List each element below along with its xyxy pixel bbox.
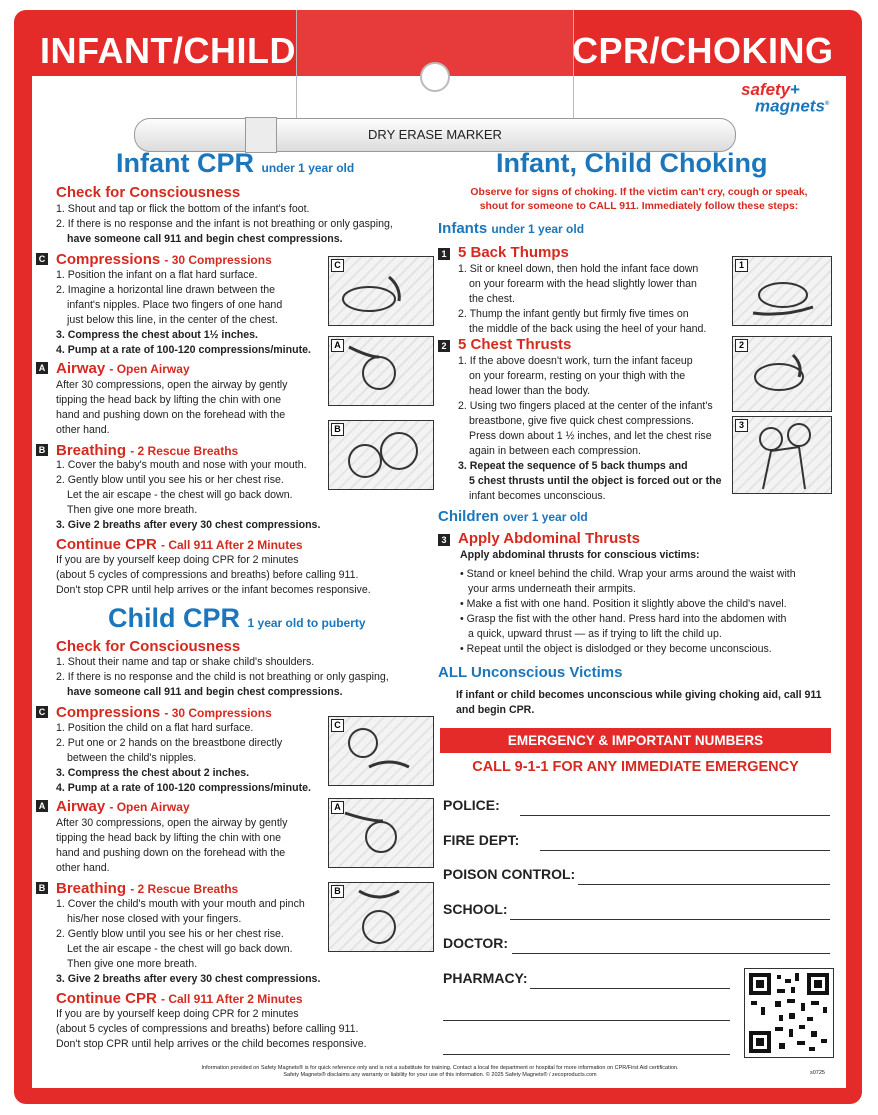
section-sub: - Call 911 After 2 Minutes [161, 992, 303, 1006]
fire-dept-field-label: FIRE DEPT: [443, 832, 520, 848]
text-line: other hand. [56, 424, 110, 436]
illustration-sketch [329, 257, 433, 325]
text-line: breastbone, give five quick chest compressions. [469, 415, 694, 427]
infant-continue-text [56, 553, 371, 598]
text-line: the middle of the back using the heel of your hand. [469, 323, 707, 335]
qr-code-pattern [745, 969, 833, 1057]
text-line: 1. Sit or kneel down, then hold the infant face down [458, 263, 699, 275]
text-line: 2. If there is no response and the infant is not breathing or only gasping, [56, 218, 393, 230]
text-line: have someone call 911 and begin chest compressions. [67, 686, 343, 698]
abdominal-title: Apply Abdominal Thrusts [458, 530, 640, 547]
abdominal-thrust-illustration [732, 416, 832, 494]
text-line: If you are by yourself keep doing CPR for 2 minutes [56, 554, 299, 566]
text-line: other hand. [56, 862, 110, 874]
marker-label: DRY ERASE MARKER [368, 127, 502, 142]
text-line: (about 5 cycles of compressions and breaths) before calling 911. [56, 1023, 359, 1035]
text-line: 3. Compress the chest about 2 inches. [56, 767, 250, 779]
text-line: hand and pushing down on the forehead with the [56, 409, 286, 421]
text-line: If infant or child becomes unconscious while giving choking aid, call 911 [456, 689, 822, 701]
section-sub: - Open Airway [109, 362, 190, 376]
section-sub: under 1 year old [491, 222, 585, 236]
unconscious-text [456, 688, 822, 718]
choking-title: Infant, Child Choking [496, 148, 768, 178]
child-continue-text [56, 1007, 367, 1052]
infant-cpr-age: under 1 year old [261, 161, 355, 175]
child-compression-illustration [328, 716, 434, 786]
chest-thrusts-title: 5 Chest Thrusts [458, 336, 572, 353]
section-title: Infants [438, 220, 488, 237]
section-title: Airway [56, 798, 106, 815]
child-breathing-title [56, 880, 238, 897]
text-line: a quick, upward thrust — as if trying to lift the child up. [468, 628, 722, 640]
back-thumps-text [458, 262, 706, 337]
infant-breathing-illustration [328, 420, 434, 490]
image-tag: A [331, 339, 344, 352]
text-line: 4. Pump at a rate of 100-120 compressions/minute. [56, 344, 311, 356]
badge-a: A [36, 800, 48, 812]
text-line: between the child's nipples. [67, 752, 197, 764]
text-line: 1. Cover the child's mouth with your mouth and pinch [56, 898, 305, 910]
image-tag: 3 [735, 419, 748, 432]
text-line: Observe for signs of choking. If the victim can't cry, cough or speak, [470, 187, 808, 198]
section-sub: - 2 Rescue Breaths [130, 882, 239, 896]
call-911-text: CALL 9-1-1 FOR ANY IMMEDIATE EMERGENCY [472, 759, 799, 775]
police-write-line[interactable] [520, 815, 830, 816]
illustration-sketch [329, 883, 433, 951]
image-tag: A [331, 801, 344, 814]
text-line: infant becomes unconscious. [469, 490, 606, 502]
school-field-label: SCHOOL: [443, 901, 508, 917]
text-line: 2. Gently blow until you see his or her chest rise. [56, 928, 284, 940]
infant-cpr-title [116, 148, 354, 179]
footer-disclaimer-2: Safety Magnets® disclaims any warranty or liability for your use of this information. © 2025 Safety Magnets® / zecoproducts.com [283, 1072, 597, 1078]
text-line: • Stand or kneel behind the child. Wrap your arms around the waist with [460, 568, 796, 580]
abdominal-intro: Apply abdominal thrusts for conscious victims: [460, 549, 700, 561]
image-tag: B [331, 885, 344, 898]
image-tag: C [331, 719, 344, 732]
text-line: your arms underneath their armpits. [468, 583, 636, 595]
text-line: Then give one more breath. [67, 504, 198, 516]
text-line: • Repeat until the object is dislodged or they become unconscious. [460, 643, 772, 655]
text-line: 2. Gently blow until you see his or her chest rise. [56, 474, 284, 486]
section-sub: - 30 Compressions [164, 706, 272, 720]
child-check-text [56, 655, 389, 700]
infant-breathing-title [56, 442, 238, 459]
child-cpr-age: 1 year old to puberty [247, 616, 366, 630]
text-line: 3. Give 2 breaths after every 30 chest compressions. [56, 973, 321, 985]
infants-heading [438, 220, 584, 237]
text-line: hand and pushing down on the forehead with the [56, 847, 286, 859]
poison-control-write-line[interactable] [578, 884, 830, 885]
image-tag: C [331, 259, 344, 272]
text-line: Then give one more breath. [67, 958, 198, 970]
illustration-sketch [329, 717, 433, 785]
child-compressions-title [56, 704, 272, 721]
section-sub: - Open Airway [109, 800, 190, 814]
section-title: Compressions [56, 704, 161, 721]
section-title: Airway [56, 360, 106, 377]
text-line: 1. Position the child on a flat hard surface. [56, 722, 254, 734]
text-line: Don't stop CPR until help arrives or the infant becomes responsive. [56, 584, 371, 596]
text-line: 1. Position the infant on a flat hard surface. [56, 269, 258, 281]
text-line: shout for someone to CALL 911. Immediately follow these steps: [479, 201, 799, 212]
badge-b: B [36, 882, 48, 894]
section-sub: - 30 Compressions [164, 253, 272, 267]
pharmacy-write-line[interactable] [530, 988, 730, 989]
badge-b: B [36, 444, 48, 456]
infant-compressions-text [56, 268, 311, 358]
extra-write-line[interactable] [443, 1054, 730, 1055]
text-line: After 30 compressions, open the airway by gently [56, 379, 288, 391]
text-line: 5 chest thrusts until the object is forced out or the [469, 475, 722, 487]
section-title: Continue CPR [56, 990, 157, 1007]
child-cpr-title [108, 603, 366, 634]
illustration-sketch [733, 417, 831, 493]
header-right-title: CPR/CHOKING [572, 30, 834, 71]
extra-write-line[interactable] [443, 1020, 730, 1021]
child-breathing-text [56, 897, 320, 987]
illustration-sketch [733, 337, 831, 411]
header-left-title: INFANT/CHILD [40, 30, 296, 71]
image-tag: 1 [735, 259, 748, 272]
text-line: • Make a fist with one hand. Position it slightly above the child's navel. [460, 598, 787, 610]
doctor-write-line[interactable] [512, 953, 830, 954]
text-line: 1. Shout their name and tap or shake child's shoulders. [56, 656, 315, 668]
logo-reg: ® [824, 101, 830, 107]
text-line: just below this line, in the center of the chest. [67, 314, 278, 326]
school-write-line[interactable] [510, 919, 830, 920]
text-line: 2. If there is no response and the child is not breathing or only gasping, [56, 671, 389, 683]
dry-erase-marker[interactable] [134, 118, 736, 152]
poison-control-field-label: POISON CONTROL: [443, 866, 576, 882]
child-compressions-text [56, 721, 311, 796]
logo-line2: magnets [755, 96, 825, 116]
text-line: 1. Shout and tap or flick the bottom of the infant's foot. [56, 203, 310, 215]
text-line: Don't stop CPR until help arrives or the child becomes responsive. [56, 1038, 367, 1050]
brand-logo [741, 82, 829, 114]
back-thumps-title: 5 Back Thumps [458, 244, 569, 261]
image-tag: B [331, 423, 344, 436]
text-line: his/her nose closed with your fingers. [67, 913, 242, 925]
text-line: 4. Pump at a rate of 100-120 compressions/minute. [56, 782, 311, 794]
badge-c: C [36, 706, 48, 718]
text-line: Let the air escape - the chest will go back down. [67, 489, 293, 501]
pharmacy-field-label: PHARMACY: [443, 970, 528, 986]
infant-check-text [56, 202, 393, 247]
infant-cpr-title-text: Infant CPR [116, 148, 254, 178]
illustration-sketch [329, 799, 433, 867]
badge-3: 3 [438, 534, 450, 546]
child-continue-title [56, 990, 303, 1007]
badge-c: C [36, 253, 48, 265]
back-thumps-illustration [732, 256, 832, 326]
infant-airway-text [56, 378, 287, 438]
text-line: have someone call 911 and begin chest compressions. [67, 233, 343, 245]
chest-thrusts-illustration [732, 336, 832, 412]
text-line: 2. Using two fingers placed at the center of the infant's [458, 400, 713, 412]
choking-intro [444, 186, 834, 214]
logo-line1: safety [741, 80, 791, 99]
text-line: 2. Put one or 2 hands on the breastbone directly [56, 737, 283, 749]
badge-2: 2 [438, 340, 450, 352]
text-line: 3. Compress the chest about 1½ inches. [56, 329, 258, 341]
infant-compression-illustration [328, 256, 434, 326]
badge-1: 1 [438, 248, 450, 260]
text-line: 1. Cover the baby's mouth and nose with your mouth. [56, 459, 307, 471]
section-sub: - 2 Rescue Breaths [130, 444, 239, 458]
text-line: on your forearm with the head slightly lower than [469, 278, 697, 290]
children-heading [438, 508, 588, 525]
child-check-title: Check for Consciousness [56, 638, 241, 655]
text-line: 1. If the above doesn't work, turn the infant faceup [458, 355, 693, 367]
child-airway-title [56, 798, 190, 815]
infant-compressions-title [56, 251, 272, 268]
section-title: Children [438, 508, 499, 525]
qr-code[interactable] [744, 968, 834, 1058]
infant-breathing-text [56, 458, 320, 533]
child-cpr-title-text: Child CPR [108, 603, 240, 633]
text-line: the chest. [469, 293, 515, 305]
text-line: again in between each compression. [469, 445, 641, 457]
text-line: If you are by yourself keep doing CPR for 2 minutes [56, 1008, 299, 1020]
section-title: Continue CPR [56, 536, 157, 553]
section-title: Breathing [56, 880, 127, 897]
illustration-sketch [329, 421, 433, 489]
text-line: and begin CPR. [456, 704, 535, 716]
text-line: (about 5 cycles of compressions and breaths) before calling 911. [56, 569, 359, 581]
footer-disclaimer-1: Information provided on Safety Magnets® is for quick reference only and is not a substitute for training. Contact a local fire department or hospital for more information on CPR/First Aid certification. [201, 1065, 679, 1071]
text-line: 3. Give 2 breaths after every 30 chest compressions. [56, 519, 321, 531]
text-line: head lower than the body. [469, 385, 591, 397]
infant-airway-title [56, 360, 190, 377]
doctor-field-label: DOCTOR: [443, 935, 509, 951]
emergency-bar: EMERGENCY & IMPORTANT NUMBERS [440, 728, 831, 753]
infant-continue-title [56, 536, 303, 553]
text-line: After 30 compressions, open the airway by gently [56, 817, 288, 829]
unconscious-heading: ALL Unconscious Victims [438, 664, 623, 681]
section-sub: - Call 911 After 2 Minutes [161, 538, 303, 552]
image-tag: 2 [735, 339, 748, 352]
illustration-sketch [733, 257, 831, 325]
hanging-hole [420, 62, 450, 92]
text-line: 3. Repeat the sequence of 5 back thumps and [458, 460, 688, 472]
text-line: 2. Imagine a horizontal line drawn between the [56, 284, 276, 296]
text-line: • Grasp the fist with the other hand. Press hard into the abdomen with [460, 613, 787, 625]
illustration-sketch [329, 337, 433, 405]
plus-icon: + [790, 80, 801, 99]
child-airway-illustration [328, 798, 434, 868]
abdominal-text [460, 567, 796, 657]
badge-a: A [36, 362, 48, 374]
text-line: tipping the head back by lifting the chin with one [56, 832, 281, 844]
infant-check-title: Check for Consciousness [56, 184, 241, 201]
text-line: Let the air escape - the chest will go back down. [67, 943, 293, 955]
text-line: Press down about 1 ½ inches, and let the chest rise [469, 430, 712, 442]
section-title: Breathing [56, 442, 127, 459]
text-line: on your forearm, resting on your thigh with the [469, 370, 686, 382]
fire-dept-write-line[interactable] [540, 850, 830, 851]
section-title: Compressions [56, 251, 161, 268]
child-breathing-illustration [328, 882, 434, 952]
police-field-label: POLICE: [443, 797, 500, 813]
chest-thrusts-text [458, 354, 722, 504]
text-line: infant's nipples. Place two fingers of one hand [67, 299, 283, 311]
section-sub: over 1 year old [503, 510, 588, 524]
footer-code: s0725 [810, 1070, 825, 1076]
text-line: tipping the head back by lifting the chin with one [56, 394, 281, 406]
text-line: 2. Thump the infant gently but firmly five times on [458, 308, 689, 320]
infant-airway-illustration [328, 336, 434, 406]
child-airway-text [56, 816, 287, 876]
